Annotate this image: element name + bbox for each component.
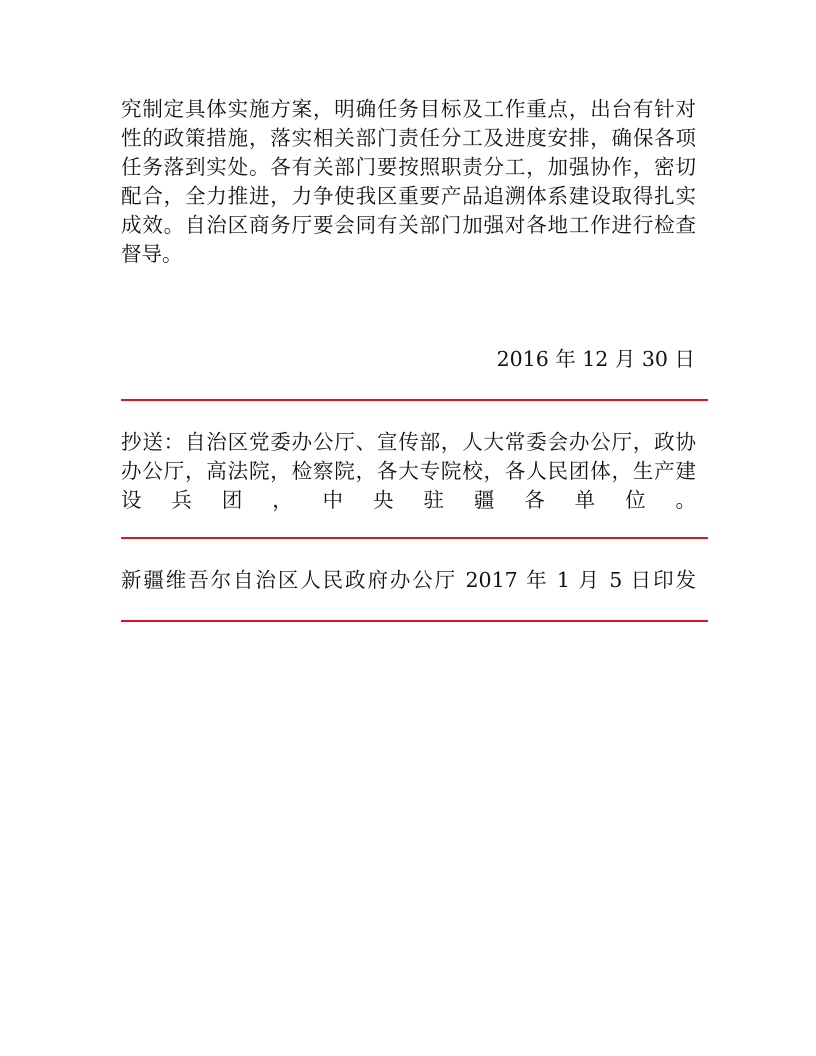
cc-line: 设 兵 团 ， 中 央 驻 疆 各 单 位 。 bbox=[121, 488, 696, 512]
cc-line: 办公厅，高法院，检察院，各大专院校，各人民团体，生产建 bbox=[121, 459, 696, 483]
red-divider-bottom bbox=[121, 620, 708, 622]
red-divider-top bbox=[121, 399, 708, 401]
body-line: 性的政策措施，落实相关部门责任分工及进度安排，确保各项 bbox=[121, 126, 696, 150]
red-divider-middle bbox=[121, 537, 708, 539]
body-line: 究制定具体实施方案，明确任务目标及工作重点，出台有针对 bbox=[121, 97, 696, 121]
body-paragraph bbox=[121, 95, 696, 269]
body-line: 督导。 bbox=[121, 242, 183, 266]
body-line: 配合，全力推进，力争使我区重要产品追溯体系建设取得扎实 bbox=[121, 184, 696, 208]
body-line: 成效。自治区商务厅要会同有关部门加强对各地工作进行检查 bbox=[121, 213, 696, 237]
cc-line: 抄送：自治区党委办公厅、宣传部，人大常委会办公厅，政协 bbox=[121, 430, 696, 454]
body-line: 任务落到实处。各有关部门要按照职责分工，加强协作，密切 bbox=[121, 155, 696, 179]
printer-line: 新疆维吾尔自治区人民政府办公厅 2017 年 1 月 5 日印发 bbox=[121, 568, 696, 592]
issue-date: 2016 年 12 月 30 日 bbox=[496, 347, 695, 371]
cc-recipients bbox=[121, 428, 696, 515]
